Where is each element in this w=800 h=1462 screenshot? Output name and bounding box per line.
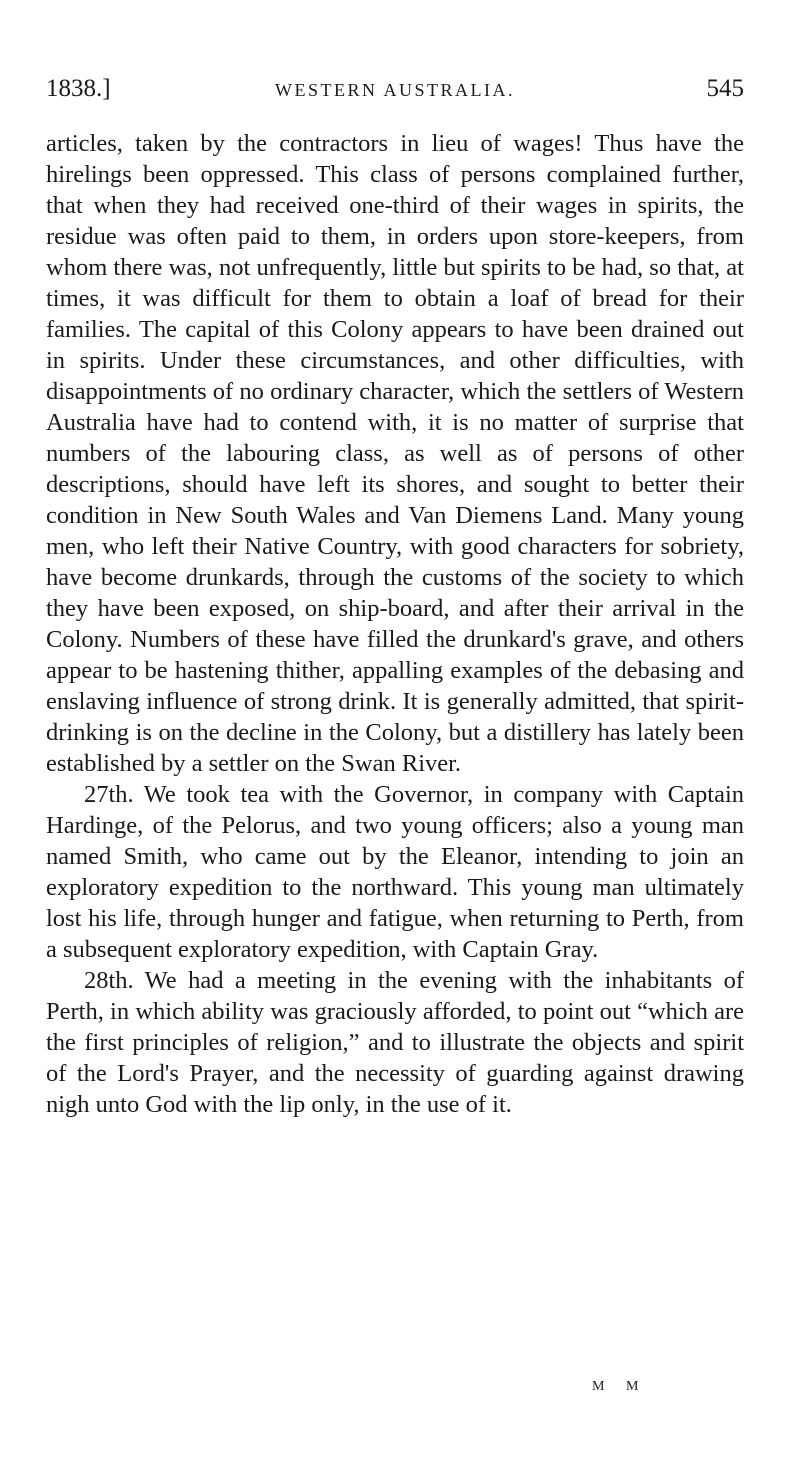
header-year: 1838.] [46,75,111,102]
running-head [46,74,744,104]
signature-mark: M M [592,1379,648,1394]
paragraph-27th: 27th. We took tea with the Governor, in company with Captain Hardinge, of the Pelorus, and two young officers; also a young man named Smith, who came out by the Eleanor, intending to join an exploratory expedition to the northward. This young man ultimately lost his life, through hunger and fatigue, when returning to Perth, from a subsequent exploratory expedition, with Captain Gray. [46,781,744,963]
page-number: 545 [706,75,744,102]
paragraph-28th: 28th. We had a meeting in the evening with the inhabitants of Perth, in which ability was graciously afforded, to point out “which are the first principles of religion,” and to illustrate the objects and spirit of the Lord's Prayer, and the necessity of guarding against drawing nigh unto God with the lip only, in the use of it. [46,967,744,1118]
paragraph-continuation: articles, taken by the contractors in lieu of wages! Thus have the hirelings been oppressed. This class of persons complained further, that when they had received one-third of their wages in spirits, the residue was often paid to them, in orders upon store-keepers, from whom there was, not unfrequently, little but spirits to be had, so that, at times, it was difficult for them to obtain a loaf of bread for their families. The capital of this Colony appears to have been drained out in spirits. Under these circumstances, and other difficulties, with disappointments of no ordinary character, which the settlers of Western Australia have had to contend with, it is no matter of surprise that numbers of the labouring class, as well as of persons of other descriptions, should have left its shores, and sought to better their condition in New South Wales and Van Diemens Land. Many young men, who left their Native Country, with good characters for sobriety, have become drunkards, through the customs of the society to which they have been exposed, on ship-board, and after their arrival in the Colony. Numbers of these have filled the drunkard's grave, and others appear to be hastening thither, appalling examples of the debasing and enslaving influence of strong drink. It is generally admitted, that spirit-drinking is on the decline in the Colony, but a distillery has lately been established by a settler on the Swan River. [46,130,744,777]
body-text [46,128,744,1120]
header-title: WESTERN AUSTRALIA. [275,80,515,100]
